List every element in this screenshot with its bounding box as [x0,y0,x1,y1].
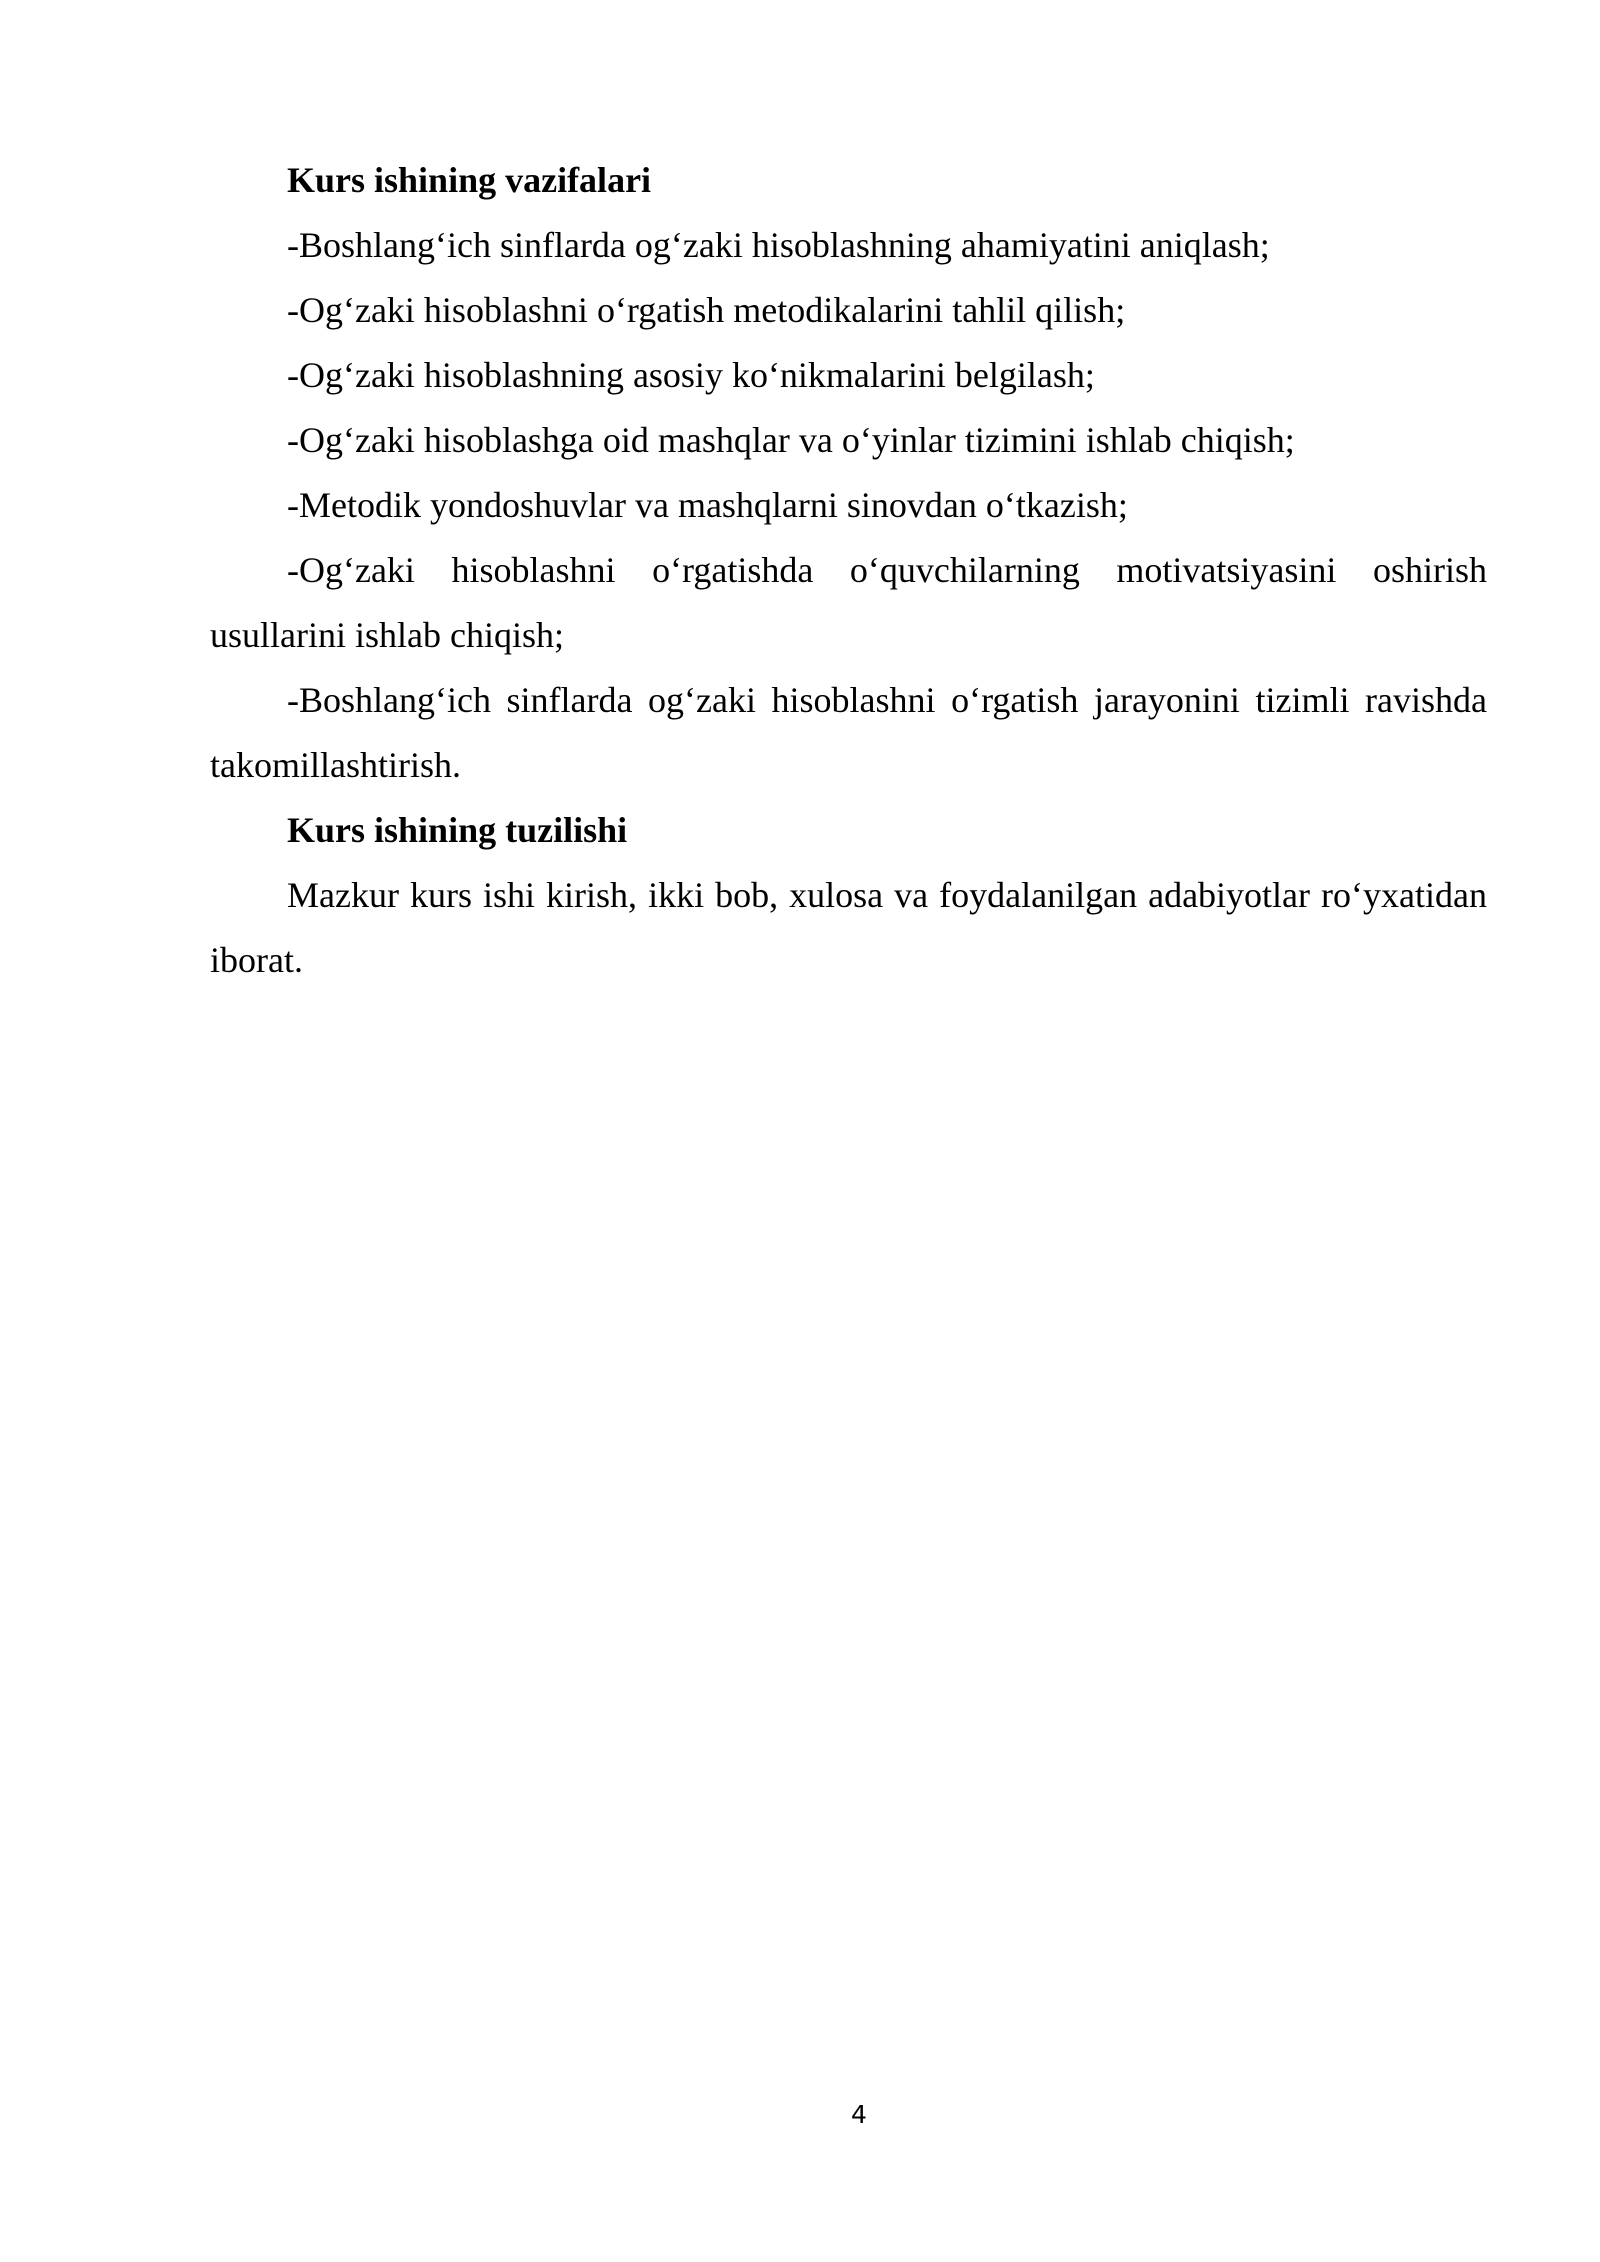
page-content [210,148,1487,993]
task-item-1: -Boshlang‘ich sinflarda og‘zaki hisoblashning ahamiyatini aniqlash; [287,225,1270,265]
task-item-2: -Og‘zaki hisoblashni o‘rgatish metodikalarini tahlil qilish; [287,290,1126,330]
structure-paragraph: Mazkur kurs ishi kirish, ikki bob, xulosa va foydalanilgan adabiyotlar ro‘yxatidan iborat. [210,875,1487,980]
task-item-3: -Og‘zaki hisoblashning asosiy ko‘nikmalarini belgilash; [287,355,1095,395]
heading-structure: Kurs ishining tuzilishi [287,810,628,850]
task-item-5: -Metodik yondoshuvlar va mashqlarni sinovdan o‘tkazish; [287,485,1128,525]
heading-tasks: Kurs ishining vazifalari [287,160,652,200]
page-number: 4 [851,2100,867,2129]
task-item-7: -Boshlang‘ich sinflarda og‘zaki hisoblashni o‘rgatish jarayonini tizimli ravishda takomillashtirish. [210,680,1487,785]
task-item-4: -Og‘zaki hisoblashga oid mashqlar va o‘yinlar tizimini ishlab chiqish; [287,420,1295,460]
task-item-6: -Og‘zaki hisoblashni o‘rgatishda o‘quvchilarning motivatsiyasini oshirish usullarini ishlab chiqish; [210,550,1487,655]
